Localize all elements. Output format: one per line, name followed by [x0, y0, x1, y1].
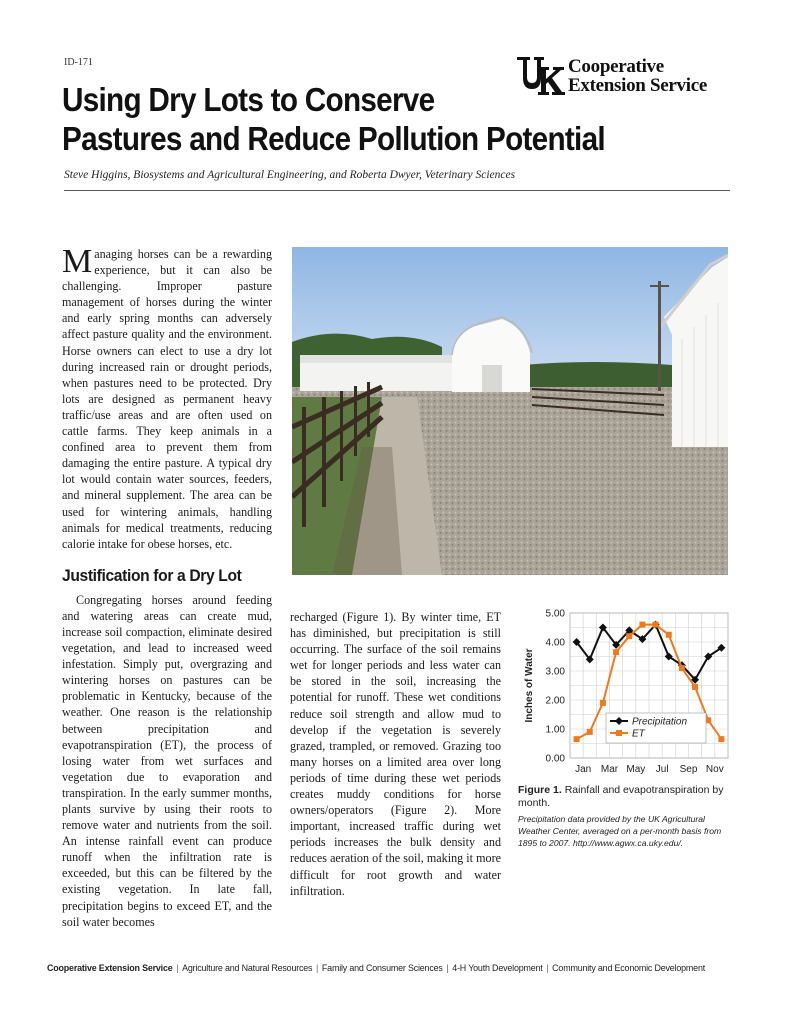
section-paragraph-col2: recharged (Figure 1). By winter time, ET has diminished, but precipitation is still occurring. The surface of the soil remains wet for longer periods and less water can be stored in the soil, increasing the potential for runoff. These wet conditions reduce soil strength and allow mud to develop if the vegetation is severely grazed, trampled, or removed. Grazing too many horses on a limited area over long periods of time during these wet periods creates muddy conditions for horse owners/operators (Figure 2). More important, increased traffic during wet periods increases the bulk density and reduces aeration of the soil, making it more difficult for root growth and water infiltration.: [290, 610, 501, 898]
footer-item: Agriculture and Natural Resources: [182, 963, 313, 974]
data-point-et: [718, 736, 724, 742]
x-tick-label: Jan: [575, 764, 592, 775]
authors-line: Steve Higgins, Biosystems and Agricultural Engineering, and Roberta Dwyer, Veterinary Sciences: [64, 169, 516, 181]
middle-column: [290, 609, 501, 899]
x-tick-label: Nov: [705, 764, 724, 775]
data-point-et: [613, 649, 619, 655]
section-paragraph-col1: Congregating horses around feeding and watering areas can create mud, increase soil compaction, eliminate desired vegetation, and lead to increased weed infestation. Simply put, overgrazing and wintering horses on pastures can be problematic in Kentucky, because of the weather. One reason is the relationship between precipitation and evapotranspiration (ET), the process of losing water from wet surfaces and vegetation due to evaporation and transpiration. In the early summer months, plants survive by using their roots to remove water and nutrients from the soil. An intense rainfall event can produce runoff when the infiltration rate is exceeded, but this can be filtered by the existing vegetation. In late fall, precipitation begins to exceed ET, and the soil water becomes: [62, 592, 272, 929]
data-point-et: [639, 622, 645, 628]
x-tick-label: Sep: [679, 764, 698, 775]
logo-line-2: Extension Service: [568, 75, 707, 96]
footer-separator: |: [546, 963, 549, 974]
data-point-et: [587, 729, 593, 735]
data-point-et: [679, 665, 685, 671]
figure-caption-text: Rainfall and evapotranspiration by month.: [518, 784, 724, 809]
chart-legend: [606, 713, 706, 743]
title-line-2: Pastures and Reduce Pollution Potential: [62, 120, 605, 157]
uk-extension-logo: [516, 55, 736, 97]
figure-caption: [518, 784, 730, 810]
legend-label: Precipitation: [632, 716, 688, 728]
x-tick-label: Jul: [655, 764, 669, 775]
footer-separator: |: [176, 963, 179, 974]
dry-lot-photo-image: [292, 247, 728, 575]
dry-lot-photo: [292, 247, 728, 575]
legend-marker: [616, 730, 622, 736]
x-tick-label: May: [626, 764, 646, 775]
figure-1-chart: [518, 603, 740, 783]
y-tick-label: 5.00: [545, 608, 565, 620]
x-tick-label: Mar: [600, 764, 619, 775]
publication-id: ID-171: [64, 57, 93, 68]
y-tick-label: 1.00: [545, 724, 565, 736]
logo-text: [568, 57, 707, 95]
footer-separator: |: [446, 963, 449, 974]
logo-line-1: Cooperative: [568, 56, 664, 77]
legend-label: ET: [632, 728, 645, 740]
data-point-et: [600, 700, 606, 706]
footer-separator: |: [316, 963, 319, 974]
footer-item: Family and Consumer Sciences: [321, 963, 443, 974]
drop-cap: M: [62, 243, 93, 280]
intro-text: anaging horses can be a rewarding experience, but it can also be challenging. Improper pasture management of horses during the winter and early spring months can adversely affect pasture quality and the environment. Horse owners can elect to use a dry lot during increased rain or drought periods, when pastures need to be protected. Dry lots are designed as permanent heavy traffic/use areas and are often used on cattle farms. They keep animals in a confined area to prevent them from damaging the entire pasture. A typical dry lot would contain water sources, feeders, and mineral supplement. The area can be used for wintering animals, handling animals for medical treatments, reducing calorie intake for obese horses, etc.: [62, 247, 272, 551]
y-tick-label: 2.00: [545, 695, 565, 707]
header-divider: [64, 190, 730, 191]
left-column: [62, 243, 272, 930]
data-point-et: [653, 622, 659, 628]
footer-item: 4-H Youth Development: [452, 963, 543, 974]
y-axis-label: Inches of Water: [524, 648, 535, 723]
data-point-et: [574, 736, 580, 742]
y-tick-label: 3.00: [545, 666, 565, 678]
footer-item: Community and Economic Development: [552, 963, 706, 974]
line-chart: [518, 603, 740, 783]
figure-source-note: Precipitation data provided by the UK Agricultural Weather Center, averaged on a per-month basis from 1895 to 2007. http://www.agwx.ca.uky.edu/.: [518, 814, 722, 848]
uk-logo-mark-icon: [516, 55, 566, 95]
figure-label: Figure 1.: [518, 784, 562, 796]
page-footer: [47, 963, 706, 974]
data-point-et: [666, 632, 672, 638]
y-tick-label: 0.00: [545, 753, 565, 765]
footer-item: Cooperative Extension Service: [47, 963, 173, 974]
section-heading: Justification for a Dry Lot: [62, 565, 242, 585]
intro-paragraph: [62, 243, 272, 552]
y-tick-label: 4.00: [545, 637, 565, 649]
data-point-et: [626, 633, 632, 639]
data-point-et: [692, 684, 698, 690]
title-line-1: Using Dry Lots to Conserve: [62, 81, 435, 118]
